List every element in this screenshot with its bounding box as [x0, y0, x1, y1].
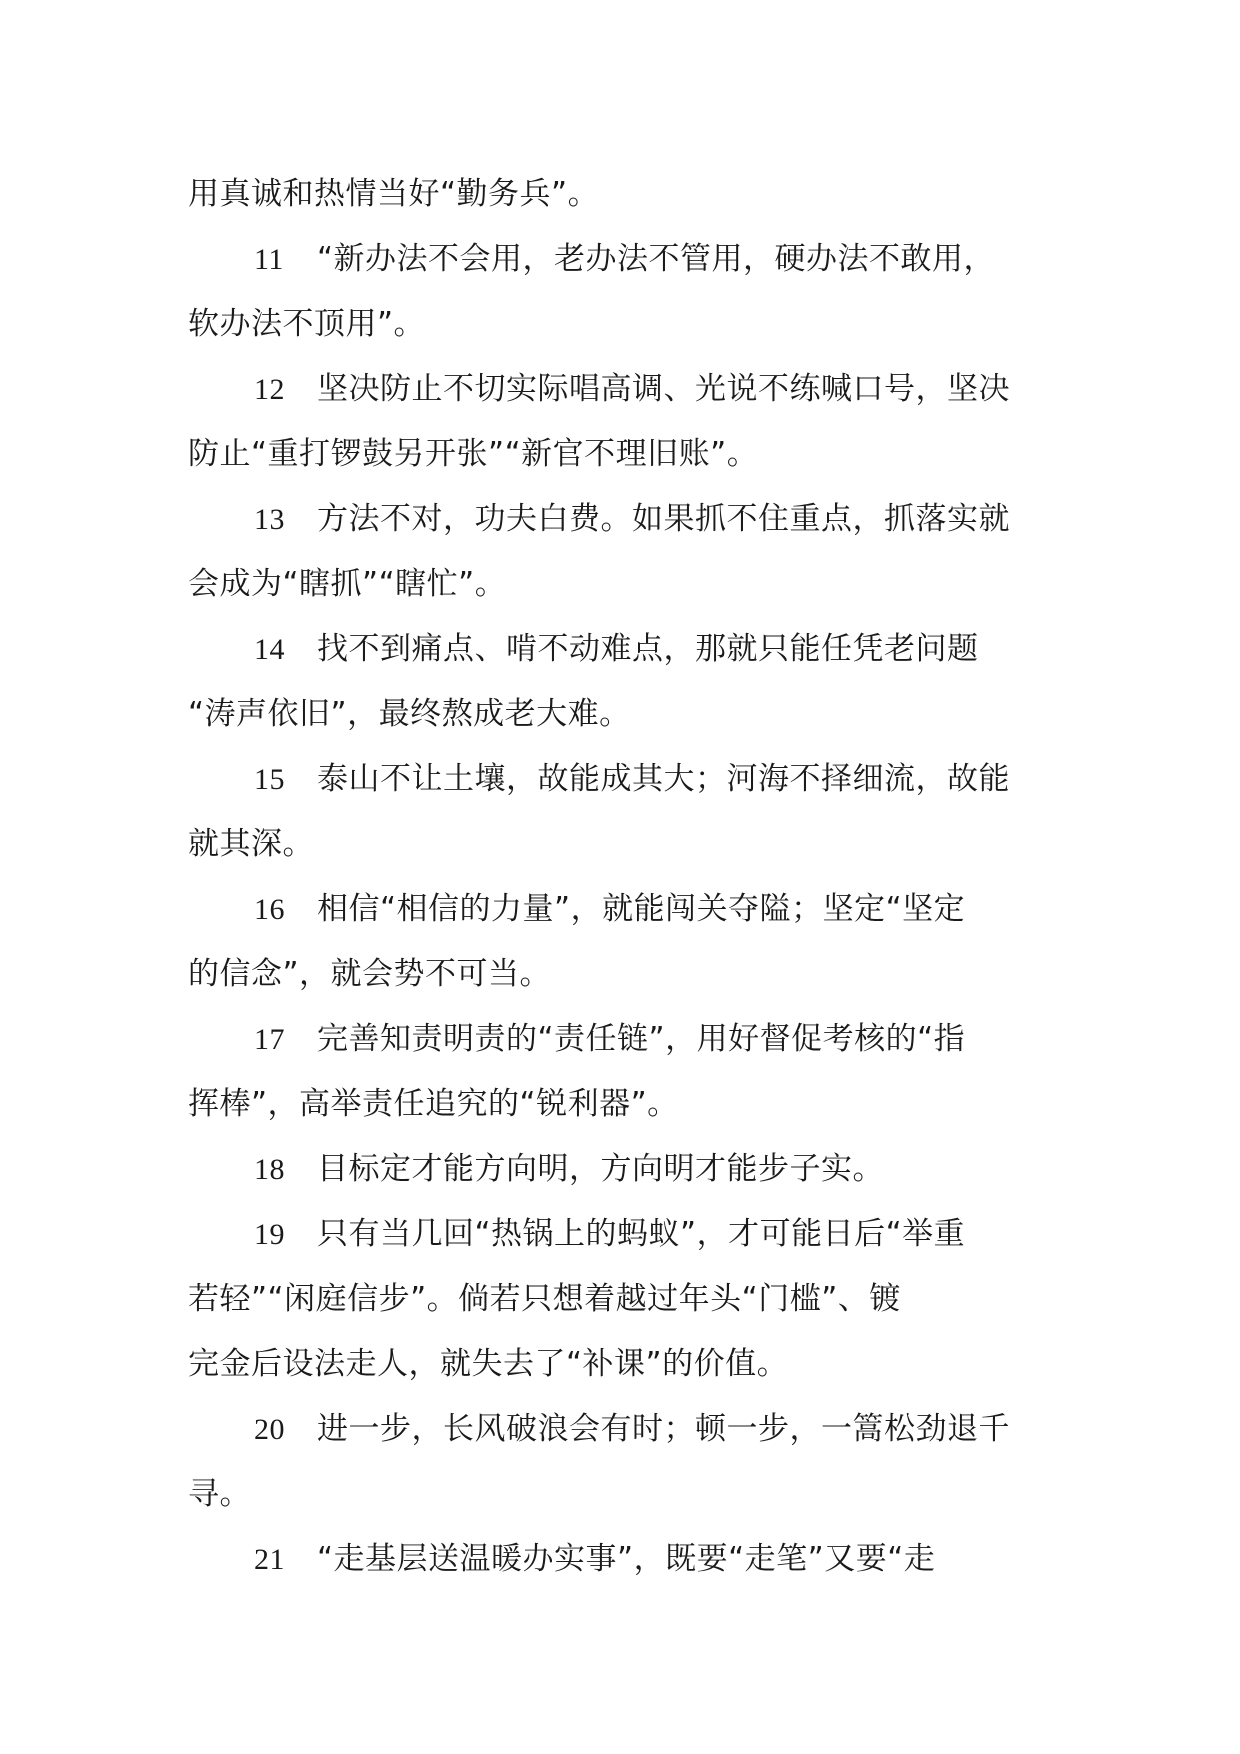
paragraph-number: 19 — [254, 1218, 285, 1251]
text-line: 完金后设法走人，就失去了“补课”的价值。 — [188, 1346, 789, 1382]
text-line: 进一步，长风破浪会有时；顿一步，一篙松劲退千 — [317, 1411, 1010, 1447]
numbered-paragraph-13 — [188, 487, 1058, 617]
text-line: 就其深。 — [188, 826, 314, 862]
text-line: 若轻”“闲庭信步”。倘若只想着越过年头“门槛”、镀 — [188, 1281, 901, 1317]
text-line: “走基层送温暖办实事”，既要“走笔”又要“走 — [317, 1541, 936, 1577]
text-line: 寻。 — [188, 1476, 251, 1512]
paragraph-number: 20 — [254, 1413, 285, 1446]
text-line: 目标定才能方向明，方向明才能步子实。 — [317, 1151, 884, 1187]
text-line: 挥棒”，高举责任追究的“锐利器”。 — [188, 1086, 679, 1122]
numbered-paragraph-20 — [188, 1397, 1058, 1527]
text-line: 只有当几回“热锅上的蚂蚁”，才可能日后“举重 — [317, 1216, 966, 1252]
numbered-paragraph-21 — [188, 1527, 1058, 1592]
numbered-paragraph-19 — [188, 1202, 1058, 1397]
numbered-paragraph-12 — [188, 357, 1058, 487]
paragraph-continuation — [188, 162, 1058, 227]
text-line: 软办法不顶用”。 — [188, 306, 426, 342]
numbered-paragraph-18 — [188, 1137, 1058, 1202]
text-line: 泰山不让土壤，故能成其大；河海不择细流，故能 — [317, 761, 1010, 797]
paragraph-number: 18 — [254, 1153, 285, 1186]
paragraph-number: 11 — [254, 243, 284, 276]
paragraph-number: 13 — [254, 503, 285, 536]
paragraph-number: 16 — [254, 893, 285, 926]
text-line: “涛声依旧”，最终熬成老大难。 — [188, 696, 631, 732]
text-line: 会成为“瞎抓”“瞎忙”。 — [188, 566, 507, 602]
text-line: 坚决防止不切实际唱高调、光说不练喊口号，坚决 — [317, 371, 1010, 407]
numbered-paragraph-11 — [188, 227, 1058, 357]
text-line: 找不到痛点、啃不动难点，那就只能任凭老问题 — [317, 631, 979, 667]
text-line: 完善知责明责的“责任链”，用好督促考核的“指 — [317, 1021, 966, 1057]
paragraph-number: 21 — [254, 1543, 285, 1576]
text-line: “新办法不会用，老办法不管用，硬办法不敢用， — [317, 241, 996, 277]
numbered-paragraph-14 — [188, 617, 1058, 747]
text-line: 方法不对，功夫白费。如果抓不住重点，抓落实就 — [317, 501, 1010, 537]
text-line: 相信“相信的力量”，就能闯关夺隘；坚定“坚定 — [317, 891, 966, 927]
paragraph-number: 14 — [254, 633, 285, 666]
document-page — [188, 162, 1058, 1592]
paragraph-number: 12 — [254, 373, 285, 406]
numbered-paragraph-15 — [188, 747, 1058, 877]
paragraph-number: 15 — [254, 763, 285, 796]
text-line: 的信念”，就会势不可当。 — [188, 956, 552, 992]
text-line: 用真诚和热情当好“勤务兵”。 — [188, 176, 600, 212]
text-line: 防止“重打锣鼓另开张”“新官不理旧账”。 — [188, 436, 759, 472]
paragraph-number: 17 — [254, 1023, 285, 1056]
numbered-paragraph-16 — [188, 877, 1058, 1007]
numbered-paragraph-17 — [188, 1007, 1058, 1137]
